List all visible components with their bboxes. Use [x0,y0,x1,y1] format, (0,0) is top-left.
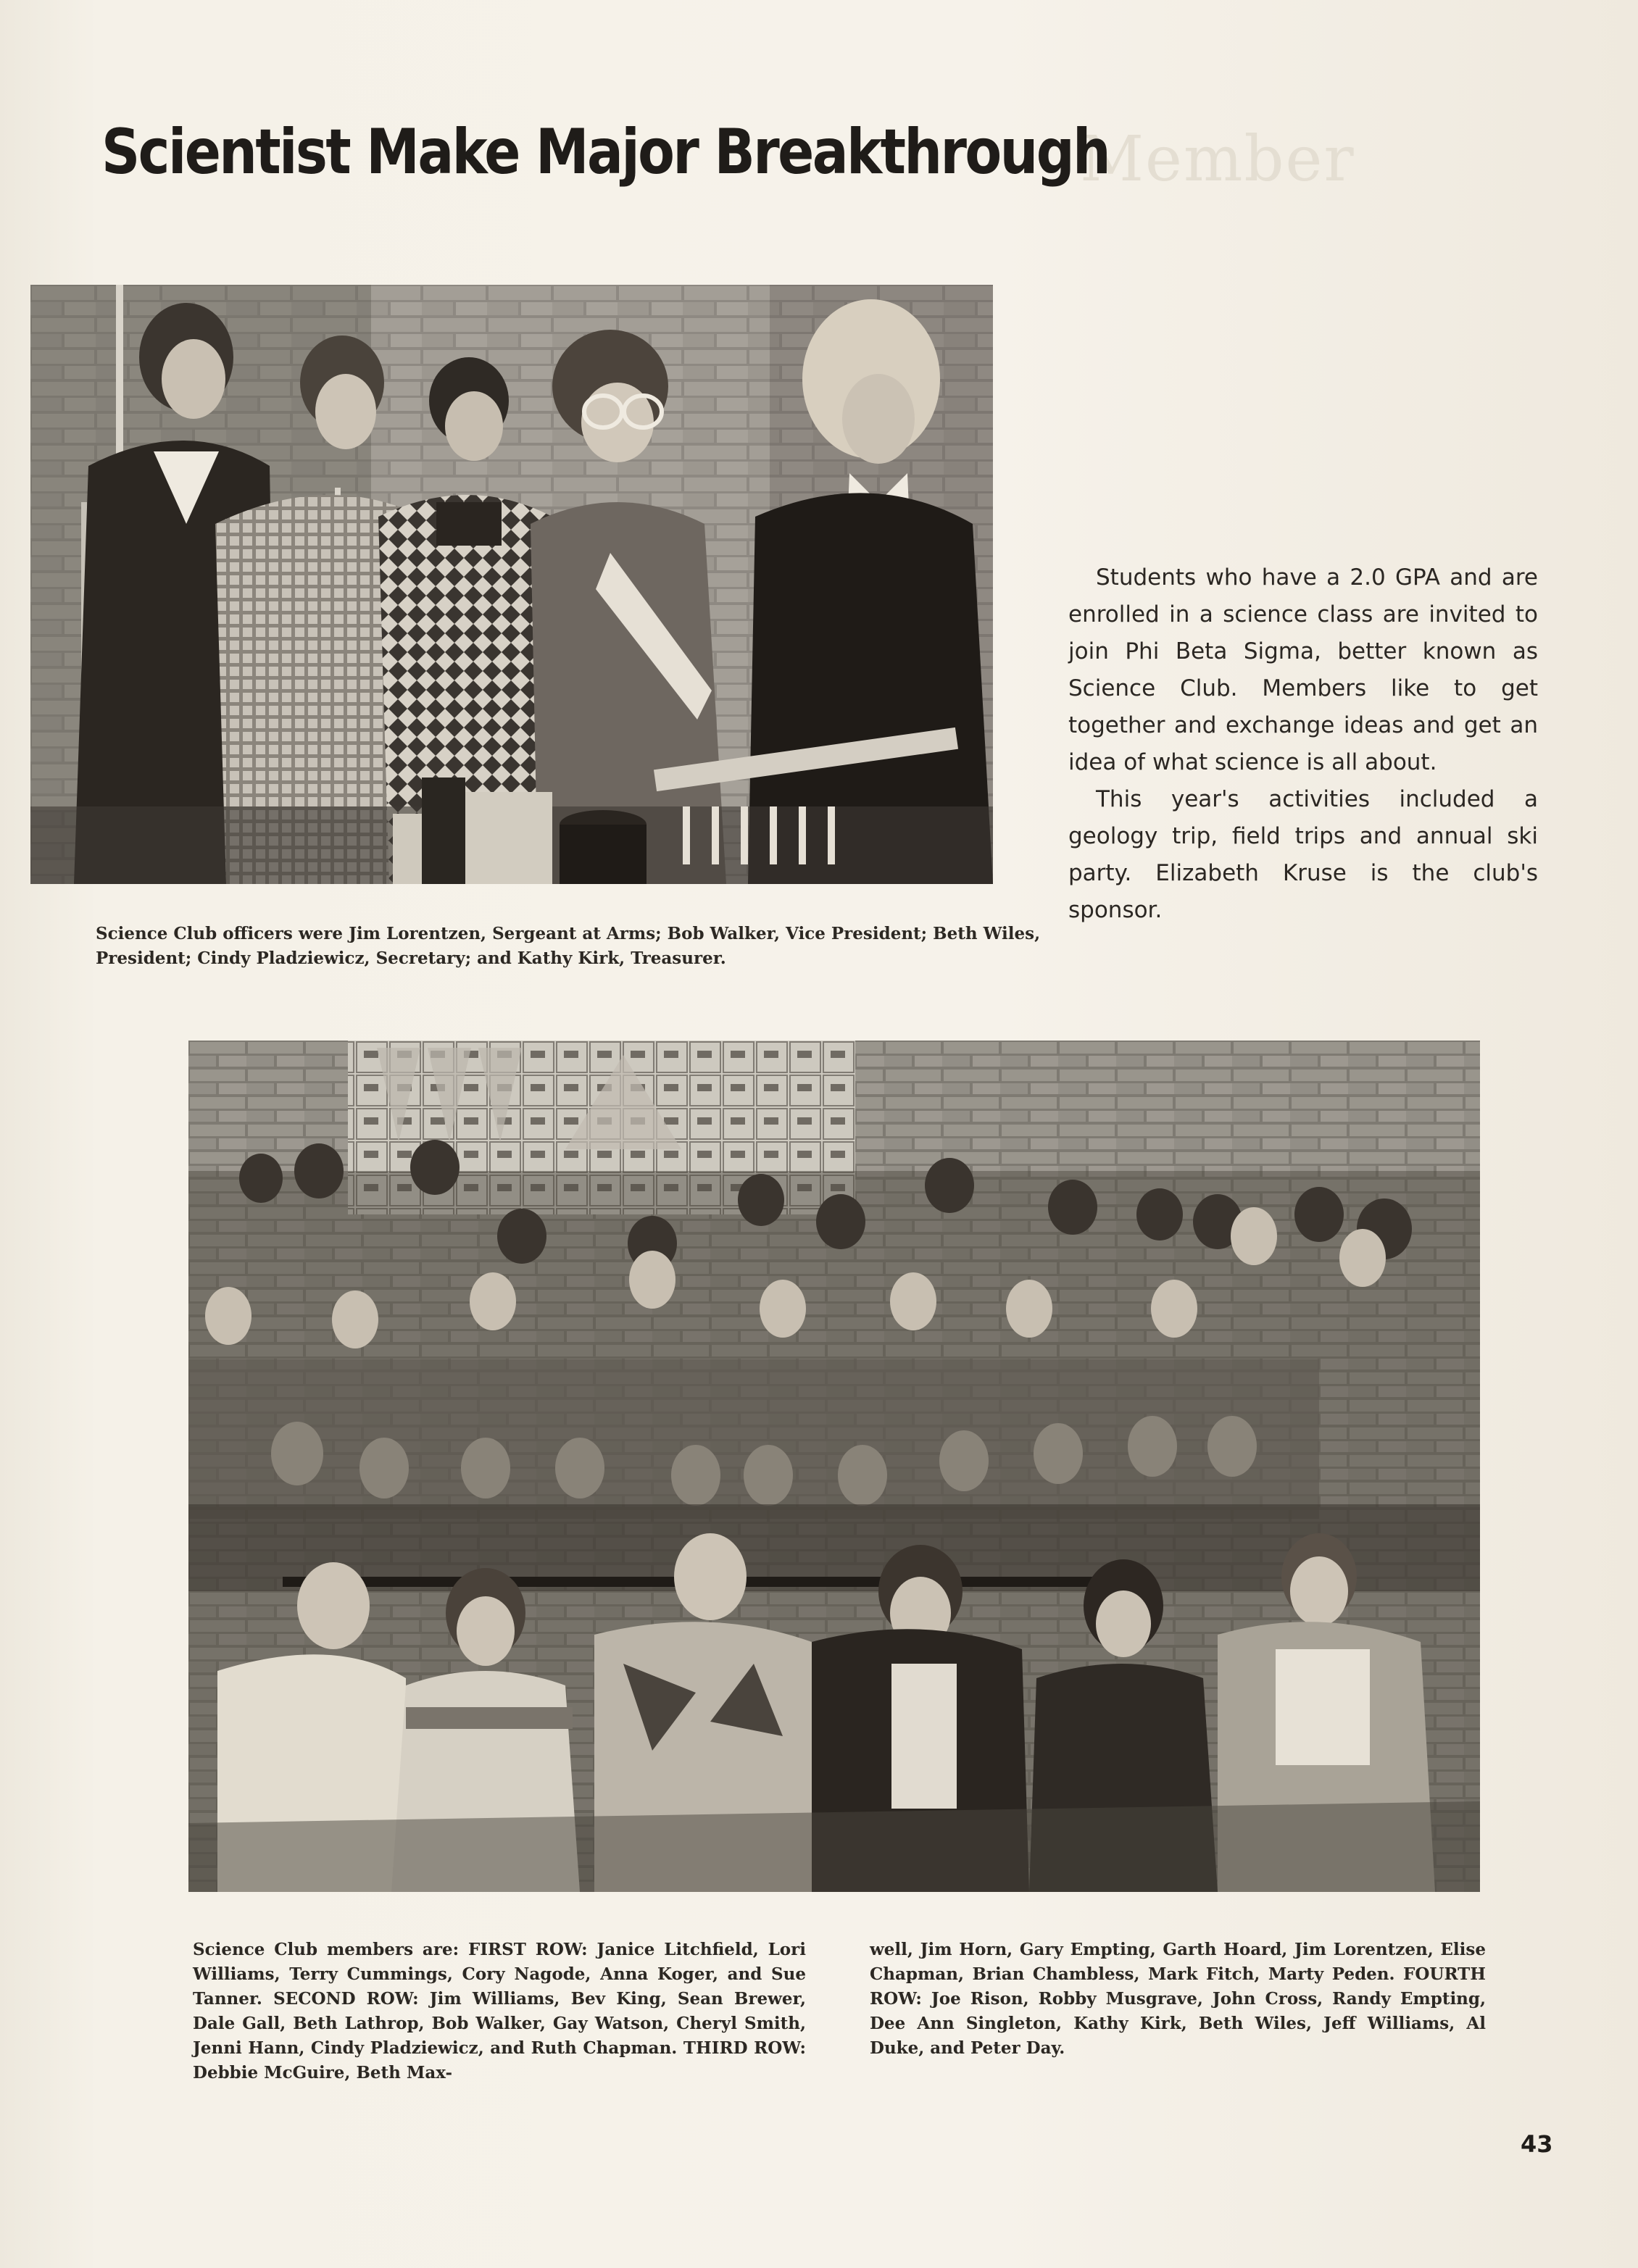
members-photo-image [188,1041,1480,1892]
page-number: 43 [1521,2130,1553,2158]
article-paragraph: Students who have a 2.0 GPA and are enrolled in a science class are invited to join Phi Beta Sigma, better known as Science Club. Members like to get together and exchange ideas and get an idea of what science is all about. [1068,564,1538,775]
officers-photo [30,285,993,884]
officers-caption: Science Club officers were Jim Lorentzen, Sergeant at Arms; Bob Walker, Vice President; Beth Wiles, President; Cindy Pladziewicz, Secretary; and Kathy Kirk, Treasurer. [96,924,1041,968]
article-body [1068,559,1538,929]
page-headline: Scientist Make Major Breakthrough [101,116,1110,188]
officers-photo-image [30,285,993,884]
members-caption-col2: well, Jim Horn, Gary Empting, Garth Hoard, Jim Lorentzen, Elise Chapman, Brian Chambless, Mark Fitch, Marty Peden. FOURTH ROW: Joe Rison, Robby Musgrave, John Cross, Randy Empting, Dee Ann Singleton, Kathy Kirk, Beth Wiles, Jeff Williams, Al Duke, and Peter Day. [870,1940,1486,2058]
article-paragraph: This year's activities included a geology trip, field trips and annual ski party. Elizabeth Kruse is the club's sponsor. [1068,786,1538,923]
bleed-through-heading: Member [1080,123,1355,196]
members-group-photo [188,1041,1480,1892]
members-caption-col1: Science Club members are: FIRST ROW: Janice Litchfield, Lori Williams, Terry Cummings, Cory Nagode, Anna Koger, and Sue Tanner. SECOND ROW: Jim Williams, Bev King, Sean Brewer, Dale Gall, Beth Lathrop, Bob Walker, Gay Watson, Cheryl Smith, Jenni Hann, Cindy Pladziewicz, and Ruth Chapman. THIRD ROW: Debbie McGuire, Beth Max- [193,1940,806,2083]
